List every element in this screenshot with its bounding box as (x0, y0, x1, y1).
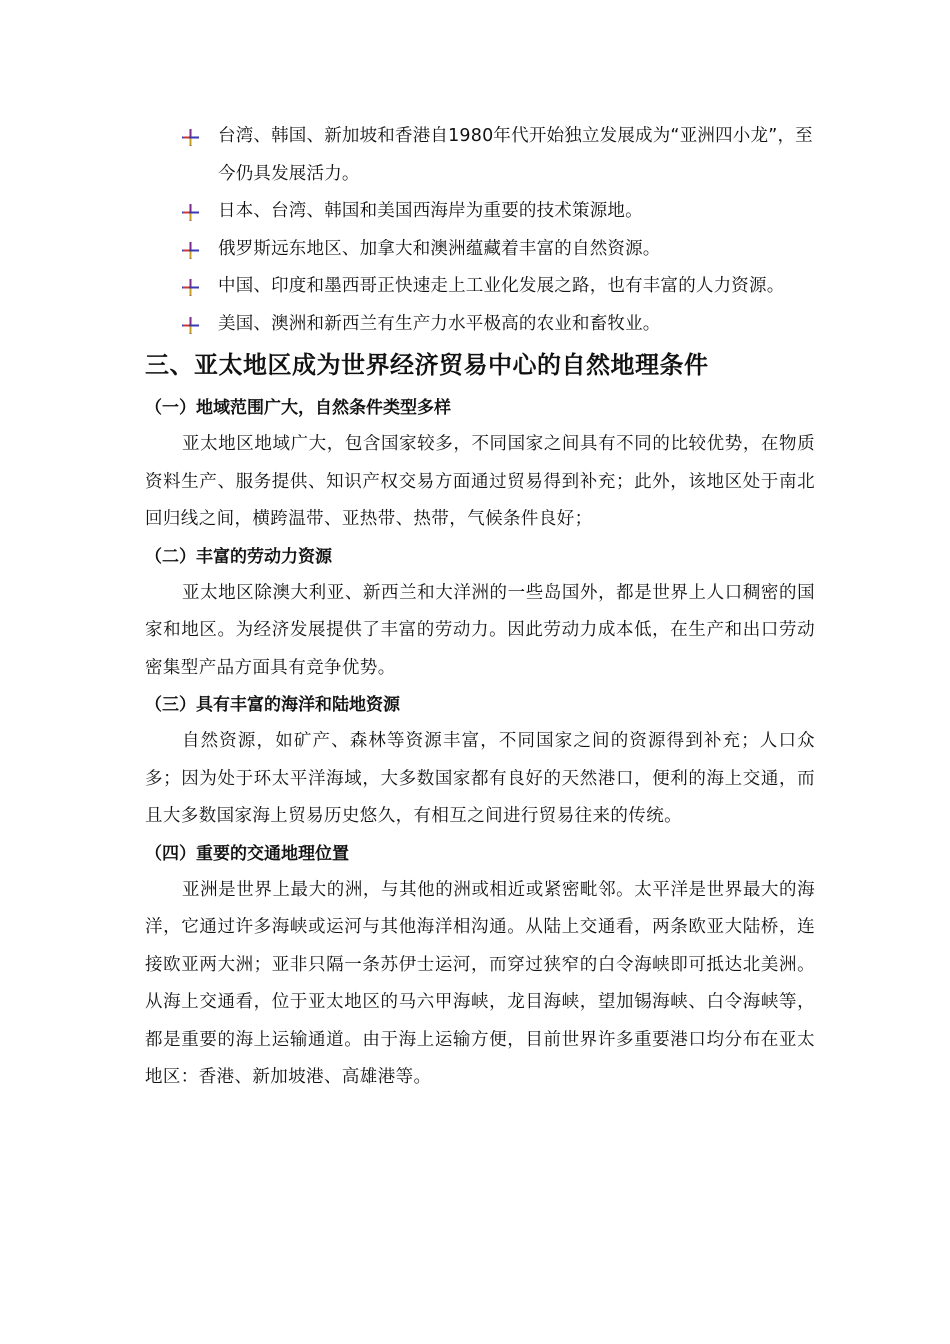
subsection-heading: （一）地域范围广大，自然条件类型多样 (145, 398, 451, 418)
subsection-paragraph: 亚太地区地域广大，包含国家较多，不同国家之间具有不同的比较优势，在物质资料生产、服务提供、知识产权交易方面通过贸易得到补充；此外，该地区处于南北回归线之间，横跨温带、亚热带、热带，气候条件良好； (145, 434, 815, 529)
plus-star-bullet-icon (182, 279, 199, 296)
section-title: 三、亚太地区成为世界经济贸易中心的自然地理条件 (145, 351, 709, 379)
plus-star-bullet-icon (182, 242, 199, 259)
list-item (182, 118, 822, 193)
bullet-text: 美国、澳洲和新西兰有生产力水平极高的农业和畜牧业。 (218, 313, 661, 334)
subsection-paragraph: 亚洲是世界上最大的洲，与其他的洲或相近或紧密毗邻。太平洋是世界最大的海洋，它通过许多海峡或运河与其他海洋相沟通。从陆上交通看，两条欧亚大陆桥，连接欧亚两大洲；亚非只隔一条苏伊士运河，而穿过狭窄的白令海峡即可抵达北美洲。从海上交通看，位于亚太地区的马六甲海峡，龙目海峡，望加锡海峡、白令海峡等，都是重要的海上运输通道。由于海上运输方便，目前世界许多重要港口均分布在亚太地区：香港、新加坡港、高雄港等。 (145, 879, 815, 1087)
subsection-heading: （三）具有丰富的海洋和陆地资源 (145, 695, 400, 715)
bullet-text: 中国、印度和墨西哥正快速走上工业化发展之路，也有丰富的人力资源。 (218, 276, 785, 296)
list-item (182, 193, 822, 231)
plus-star-bullet-icon (182, 129, 199, 146)
subsection-heading: （二）丰富的劳动力资源 (145, 546, 332, 567)
bullet-text: 台湾、韩国、新加坡和香港自1980年代开始独立发展成为“亚洲四小龙”，至今仍具发展活力。 (218, 126, 813, 184)
bullet-text: 日本、台湾、韩国和美国西海岸为重要的技术策源地。 (218, 201, 643, 221)
list-item (182, 231, 822, 269)
subsection-paragraph: 亚太地区除澳大利亚、新西兰和大洋洲的一些岛国外，都是世界上人口稠密的国家和地区。为经济发展提供了丰富的劳动力。因此劳动力成本低，在生产和出口劳动密集型产品方面具有竞争优势。 (145, 582, 815, 678)
plus-star-bullet-icon (182, 204, 199, 221)
subsection-heading: （四）重要的交通地理位置 (145, 843, 349, 864)
bullet-text: 俄罗斯远东地区、加拿大和澳洲蕴藏着丰富的自然资源。 (218, 238, 661, 259)
main-content (145, 340, 815, 1097)
list-item (182, 268, 822, 306)
subsection-paragraph: 自然资源，如矿产、森林等资源丰富，不同国家之间的资源得到补充；人口众多；因为处于环太平洋海域，大多数国家都有良好的天然港口，便利的海上交通，而且大多数国家海上贸易历史悠久，有相互之间进行贸易往来的传统。 (145, 731, 815, 826)
list-item (182, 306, 822, 344)
plus-star-bullet-icon (182, 317, 199, 334)
bullet-list (182, 118, 822, 343)
